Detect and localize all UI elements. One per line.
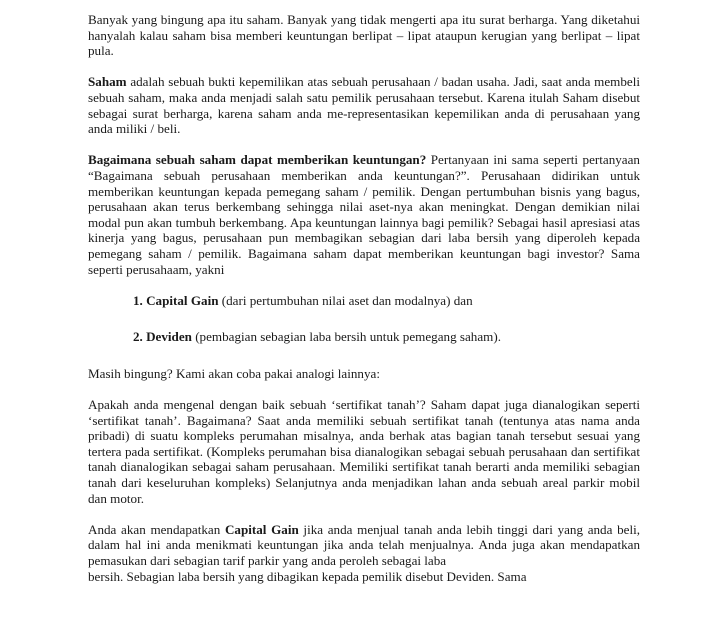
profit-paragraph [88,152,640,277]
capital-gain-text: jika anda menjual tanah anda lebih tinggi dari yang anda beli, dalam hal ini anda menikmati keuntungan jika anda telah menjualnya. Anda juga akan mendapatkan pemasukan dari sebagian tarif parkir yang anda peroleh sebagai laba [88,521,641,568]
capital-gain-term: Capital Gain [224,521,299,537]
analogy-intro-paragraph: Masih bingung? Kami akan coba pakai analogi lainnya: [88,365,380,381]
intro-paragraph: Banyak yang bingung apa itu saham. Banyak yang tidak mengerti apa itu surat berharga. Yang diketahui hanyalah kalau saham bisa memberi keuntungan berlipat – lipat ataupun kerugian yang berlipat – lipat pula. [88,12,640,59]
land-certificate-paragraph: Apakah anda mengenal dengan baik sebuah ‘sertifikat tanah’? Saham dapat juga dianalogikan seperti ‘sertifikat tanah’. Bagaimana? Saat anda memiliki sebuah sertifikat tanah (tentunya atas nama anda pribadi) di suatu kompleks perumahan misalnya, anda berhak atas bagian tanah tersebut sesuai yang tertera pada sertifikat. (Kompleks perumahan bisa dianalogikan sebagai sebuah perusahaan dan sertifikat tanah dianalogikan sebagai saham perusahaan. Memiliki sertifikat tanah berarti anda memiliki sebagian tanah dari keseluruhan kompleks) Selanjutnya anda menjadikan lahan anda sebuah areal parkir mobil dan motor. [88,397,640,506]
list-item-label: 2. Deviden [133,329,192,345]
saham-definition-text: adalah sebuah bukti kepemilikan atas sebuah perusahaan / badan usaha. Jadi, saat anda membeli sebuah saham, maka anda menjadi salah satu pemilik perusahaan tersebut. Karena itulah Saham disebut sebagai surat berharga, karena saham anda me-representasikan kepemilikan anda di perusahaan yang anda miliki / beli. [88,74,640,137]
cut-off-line: bersih. Sebagian laba bersih yang dibagikan kepada pemilik disebut Deviden. Sama [88,568,527,584]
list-item [133,329,640,345]
capital-gain-paragraph [88,522,640,569]
list-item [133,293,640,309]
profit-types-list [88,293,640,345]
list-item-label: 1. Capital Gain [133,292,219,308]
saham-definition-paragraph [88,74,640,136]
profit-question: Bagaimana sebuah saham dapat memberikan keuntungan? [88,152,427,168]
list-item-text: (pembagian sebagian laba bersih untuk pemegang saham). [191,329,501,345]
document-page [88,12,641,584]
capital-gain-lead: Anda akan mendapatkan [88,521,225,537]
saham-term: Saham [88,74,127,90]
profit-paragraph-text: Pertanyaan ini sama seperti pertanyaan “Bagaimana sebuah perusahaan memberikan anda keuntungan?”. Perusahaan didirikan untuk memberikan keuntungan kepada pemegang saham / pemilik. Dengan pertumbuhan bisnis yang bagus, perusahaan akan terus berkembang sehingga nilai aset-nya akan meningkat. Dengan demikian nilai modal pun akan tumbuh berkembang. Apa keuntungan lainnya bagi pemilik? Sebagai hasil apresiasi atas kinerja yang bagus, perusahaan pun membagikan sebagian dari laba bersih yang diperoleh kepada pemegang saham / pemilik. Bagaimana saham dapat memberikan keuntungan bagi investor? Sama seperti perusahaam, yakni [88,152,640,277]
list-item-text: (dari pertumbuhan nilai aset dan modalnya) dan [218,292,473,308]
